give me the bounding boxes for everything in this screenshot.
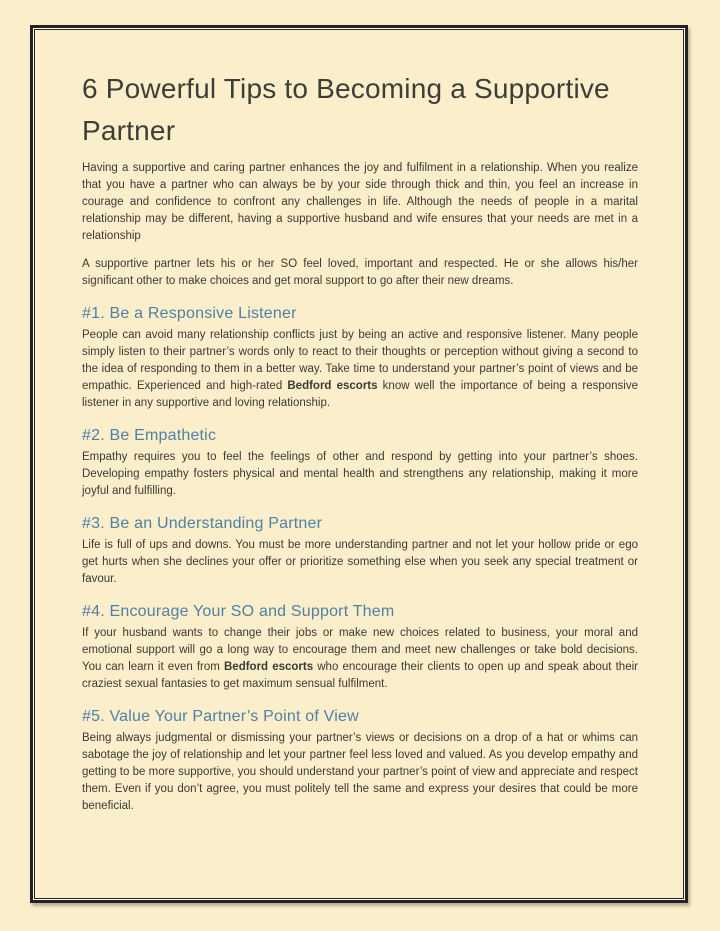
intro-paragraph-1: Having a supportive and caring partner enhances the joy and fulfilment in a relationship. When you realize that you have a partner who can always be by your side through thick and thin, you feel an increase in courage and confidence to confront any challenges in life. Although the needs of people in a marital relationship may be different, having a supportive husband and wife ensures that your needs are met in a relationship (82, 162, 638, 242)
section-heading-2: #2. Be Empathetic (82, 427, 217, 444)
text-segment: People can avoid many relationship conflicts just by being an active and responsive listener. Many people simply listen to their partner’s words only to react to their thoughts or perception without giving a second to the idea of responding to them in a better way. Take time to understand your partner’s point of views and be empathic. Experienced and high-rated (82, 329, 638, 392)
text-segment: If your husband wants to change their jobs or make new choices related to business, your moral and emotional support will go a long way to encourage them and meet new challenges or take bold decisions. You can learn it even from (82, 627, 638, 673)
section-paragraph-3 (82, 537, 638, 588)
section-paragraph-5 (82, 730, 638, 815)
section-paragraph-2 (82, 449, 638, 500)
text-segment: Being always judgmental or dismissing your partner’s views or decisions on a drop of a hat or whims can sabotage the joy of relationship and let your partner feel less loved and valued. As you develop empathy and getting to be more supportive, you should understand your partner’s point of view and appreciate and respect them. Even if you don’t agree, you must politely tell the same and express your desires that could be more beneficial. (82, 732, 638, 812)
text-segment: Empathy requires you to feel the feelings of other and respond by getting into your partner’s shoes. Developing empathy fosters physical and mental health and strengthens any relationship, making it more joyful and fulfilling. (82, 451, 638, 497)
section-paragraph-4 (82, 625, 638, 693)
section-heading-4: #4. Encourage Your SO and Support Them (82, 603, 395, 620)
bold-keyword: Bedford escorts (224, 661, 314, 673)
text-segment: Life is full of ups and downs. You must be more understanding partner and not let your hollow pride or ego get hurts when she declines your offer or prioritize something else when you seek any special treatment or favour. (82, 539, 638, 585)
page-title: 6 Powerful Tips to Becoming a Supportive Partner (82, 73, 610, 146)
text-segment: know well the importance of being a responsive listener in any supportive and loving relationship. (82, 380, 639, 409)
section-heading-1: #1. Be a Responsive Listener (82, 305, 297, 322)
section-paragraph-1 (82, 327, 638, 412)
sections-container (82, 303, 638, 815)
intro-paragraph-2: A supportive partner lets his or her SO feel loved, important and respected. He or she allows his/her significant other to make choices and get moral support to go after their new dreams. (82, 258, 638, 287)
section-heading-3: #3. Be an Understanding Partner (82, 515, 323, 532)
section-heading-5: #5. Value Your Partner’s Point of View (82, 708, 359, 725)
text-segment: who encourage their clients to open up and speak about their craziest sexual fantasies to get maximum sensual fulfilment. (82, 661, 638, 690)
document-content (82, 68, 638, 826)
bold-keyword: Bedford escorts (287, 380, 378, 392)
